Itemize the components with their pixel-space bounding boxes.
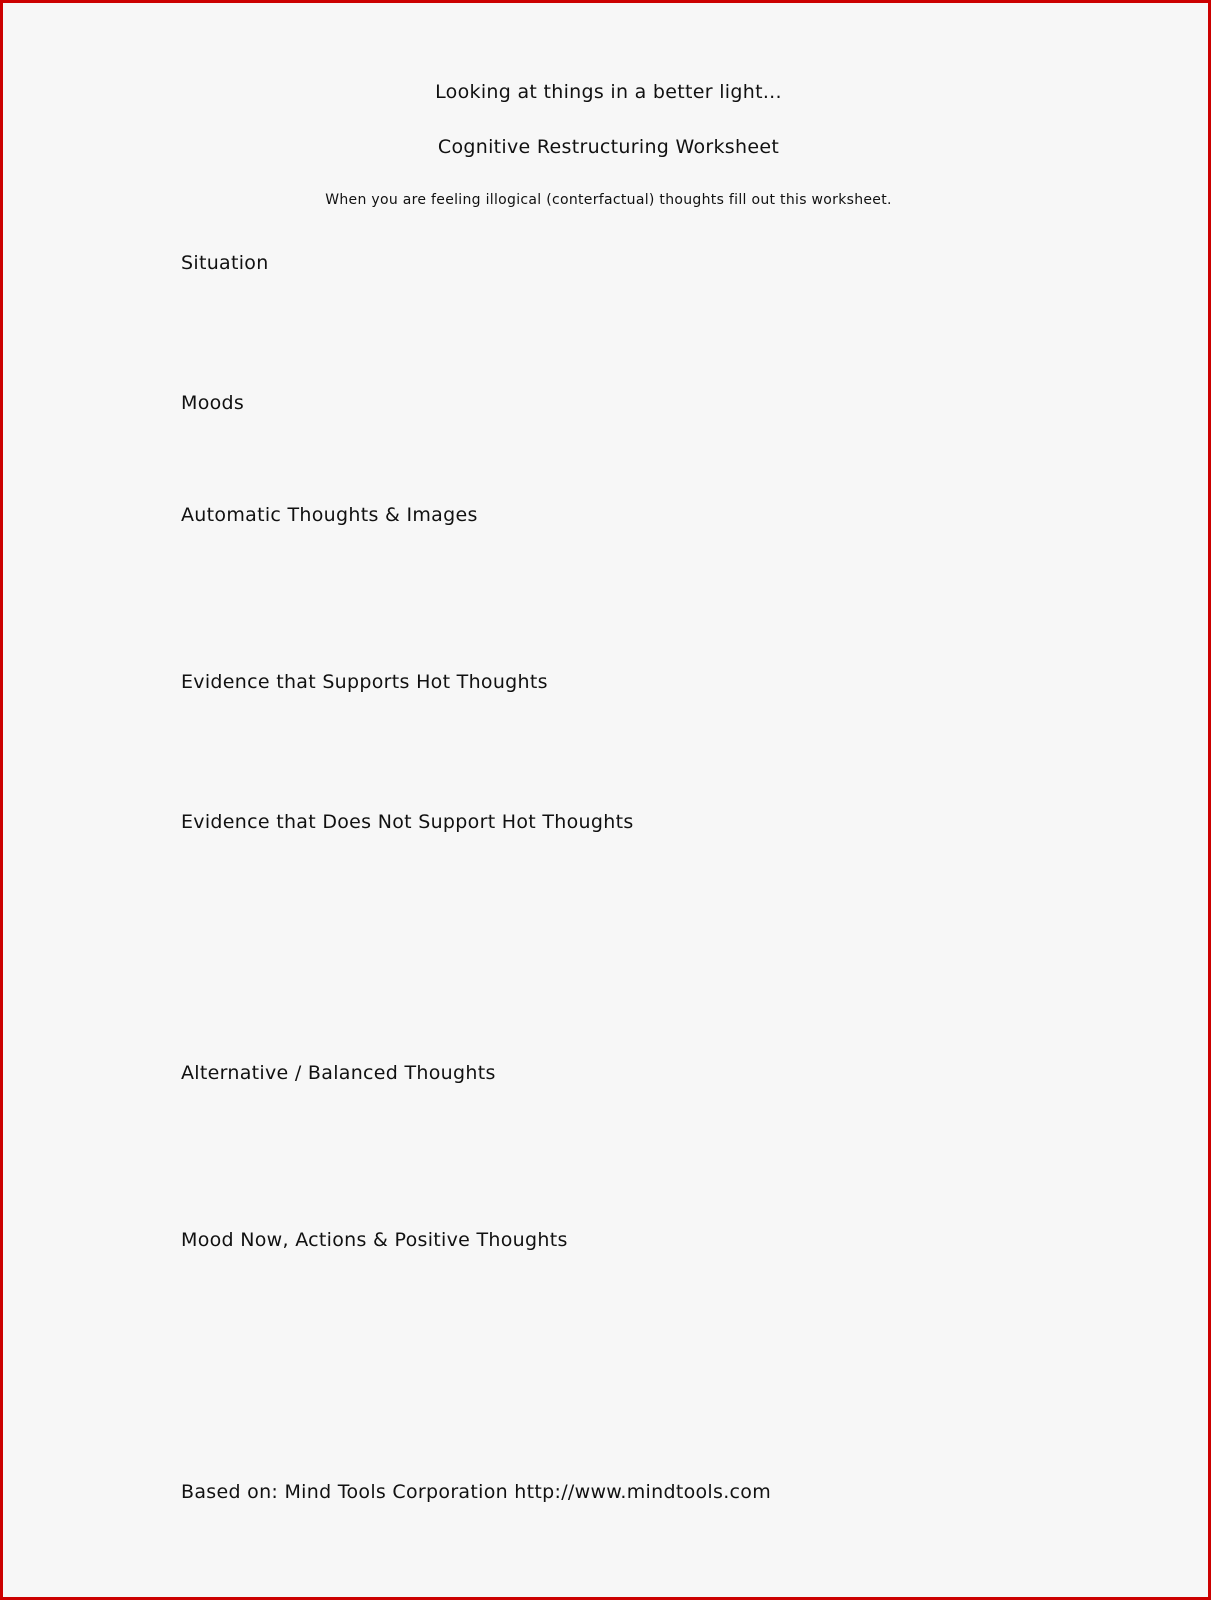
section-label-evidence-supports: Evidence that Supports Hot Thoughts: [181, 671, 548, 693]
footer-attribution: Based on: Mind Tools Corporation http://www.mindtools.com: [181, 1481, 772, 1503]
worksheet-title: Looking at things in a better light...: [435, 81, 782, 103]
worksheet-subtitle: Cognitive Restructuring Worksheet: [437, 136, 780, 158]
section-label-situation: Situation: [181, 252, 269, 274]
section-label-alternative-thoughts: Alternative / Balanced Thoughts: [181, 1062, 496, 1084]
section-label-automatic-thoughts: Automatic Thoughts & Images: [181, 504, 478, 526]
section-label-moods: Moods: [181, 392, 245, 414]
section-label-mood-now: Mood Now, Actions & Positive Thoughts: [181, 1229, 568, 1251]
worksheet-instruction: When you are feeling illogical (conterfactual) thoughts fill out this worksheet.: [325, 192, 892, 208]
section-label-evidence-not-support: Evidence that Does Not Support Hot Thoughts: [181, 811, 634, 833]
